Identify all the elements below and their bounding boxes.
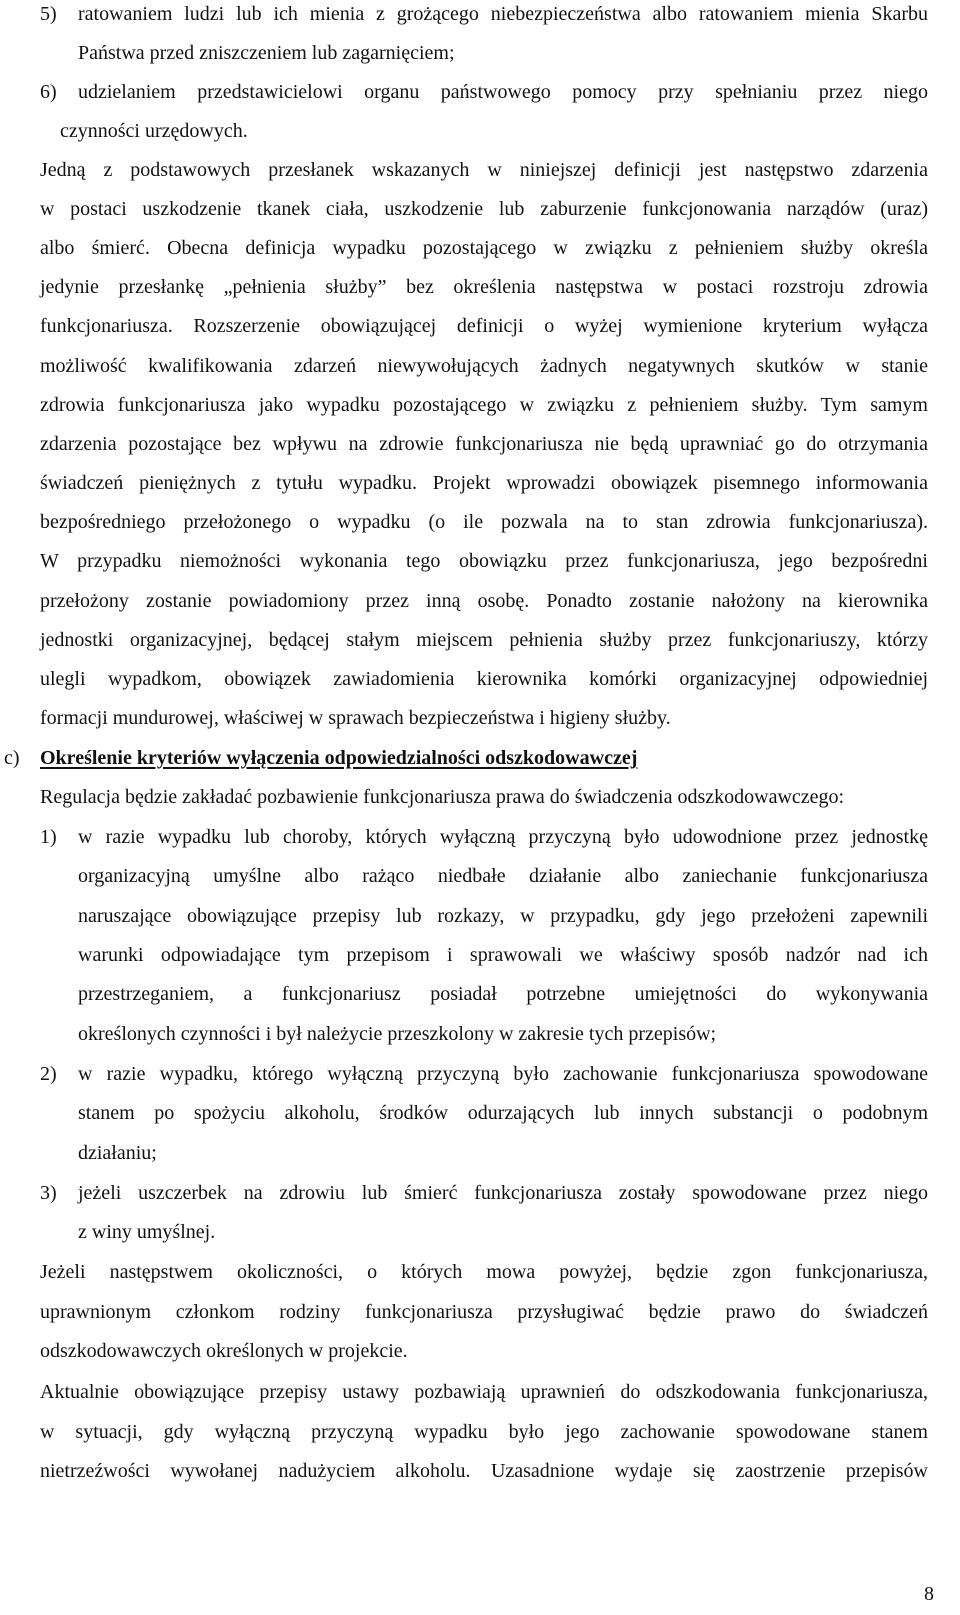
paragraph-line: możliwość kwalifikowania zdarzeń niewywołujących żadnych negatywnych skutków w stanie [40, 355, 928, 377]
list-item-number: 2) [40, 1063, 57, 1085]
section-intro: Regulacja będzie zakładać pozbawienie funkcjonariusza prawa do świadczenia odszkodowawczego: [40, 786, 845, 808]
paragraph-line: Jeżeli następstwem okoliczności, o których mowa powyżej, będzie zgon funkcjonariusza, [40, 1261, 928, 1283]
paragraph-line: jednostki organizacyjnej, będącej stałym miejscem pełnienia służby przez funkcjonariuszy, którzy [40, 629, 928, 651]
list-item-number: 5) [40, 3, 57, 25]
section-marker: c) [4, 747, 20, 769]
paragraph-line: zdrowia funkcjonariusza jako wypadku pozostającego w związku z pełnieniem służby. Tym samym [40, 394, 928, 416]
paragraph-line: formacji mundurowej, właściwej w sprawach bezpieczeństwa i higieny służby. [40, 707, 671, 729]
paragraph-line: albo śmierć. Obecna definicja wypadku pozostającego w związku z pełnieniem służby określa [40, 237, 928, 259]
paragraph-line: w sytuacji, gdy wyłączną przyczyną wypadku było jego zachowanie spowodowane stanem [40, 1421, 928, 1443]
list-item-line: stanem po spożyciu alkoholu, środków odurzających lub innych substancji o podobnym [78, 1102, 928, 1124]
paragraph-line: zdarzenia pozostające bez wpływu na zdrowie funkcjonariusza nie będą uprawniać go do otrzymania [40, 433, 928, 455]
list-item-line: działaniu; [78, 1142, 157, 1164]
list-item-line: warunki odpowiadające tym przepisom i sprawowali we właściwy sposób nadzór nad ich [78, 944, 928, 966]
paragraph-line: nietrzeźwości wywołanej nadużyciem alkoholu. Uzasadnione wydaje się zaostrzenie przepisów [40, 1460, 928, 1482]
list-item-line: w razie wypadku, którego wyłączną przyczyną było zachowanie funkcjonariusza spowodowane [78, 1063, 928, 1085]
paragraph-line: Aktualnie obowiązujące przepisy ustawy pozbawiają uprawnień do odszkodowania funkcjonariusza, [40, 1381, 928, 1403]
paragraph-line: funkcjonariusza. Rozszerzenie obowiązującej definicji o wyżej wymienione kryterium wyłącza [40, 315, 928, 337]
list-item-line: w razie wypadku lub choroby, których wyłączną przyczyną było udowodnione przez jednostkę [78, 826, 928, 848]
paragraph-line: jedynie przesłankę „pełnienia służby” bez określenia następstwa w postaci rozstroju zdrowia [40, 276, 928, 298]
list-item-line: ratowaniem ludzi lub ich mienia z grożącego niebezpieczeństwa albo ratowaniem mienia Skarbu [78, 3, 928, 25]
paragraph-line: Jedną z podstawowych przesłanek wskazanych w niniejszej definicji jest następstwo zdarzenia [40, 159, 928, 181]
list-item-number: 6) [40, 81, 57, 103]
paragraph-line: ulegli wypadkom, obowiązek zawiadomienia kierownika komórki organizacyjnej odpowiedniej [40, 668, 928, 690]
paragraph-line: świadczeń pieniężnych z tytułu wypadku. Projekt wprowadzi obowiązek pisemnego informowania [40, 472, 928, 494]
paragraph-line: bezpośredniego przełożonego o wypadku (o ile pozwala na to stan zdrowia funkcjonariusza). [40, 511, 928, 533]
list-item-line: przestrzeganiem, a funkcjonariusz posiadał potrzebne umiejętności do wykonywania [78, 983, 928, 1005]
list-item-number: 1) [40, 826, 57, 848]
paragraph-line: W przypadku niemożności wykonania tego obowiązku przez funkcjonariusza, jego bezpośredni [40, 550, 928, 572]
section-heading: Określenie kryteriów wyłączenia odpowiedzialności odszkodowawczej [40, 747, 638, 769]
list-item-line: czynności urzędowych. [60, 120, 248, 142]
paragraph-line: odszkodowawczych określonych w projekcie. [40, 1340, 408, 1362]
list-item-number: 3) [40, 1182, 57, 1204]
paragraph-line: przełożony zostanie powiadomiony przez inną osobę. Ponadto zostanie nałożony na kierownika [40, 590, 928, 612]
list-item-line: naruszające obowiązujące przepisy lub rozkazy, w przypadku, gdy jego przełożeni zapewnili [78, 905, 928, 927]
list-item-line: jeżeli uszczerbek na zdrowiu lub śmierć funkcjonariusza zostały spowodowane przez niego [78, 1182, 928, 1204]
paragraph-line: uprawnionym członkom rodziny funkcjonariusza przysługiwać będzie prawo do świadczeń [40, 1301, 928, 1323]
list-item-line: udzielaniem przedstawicielowi organu państwowego pomocy przy spełnianiu przez niego [78, 81, 928, 103]
list-item-line: Państwa przed zniszczeniem lub zagarnięciem; [78, 42, 455, 64]
list-item-line: organizacyjną umyślne albo rażąco niedbałe działanie albo zaniechanie funkcjonariusza [78, 865, 928, 887]
paragraph-line: w postaci uszkodzenie tkanek ciała, uszkodzenie lub zaburzenie funkcjonowania narządów (uraz) [40, 198, 928, 220]
list-item-line: określonych czynności i był należycie przeszkolony w zakresie tych przepisów; [78, 1023, 717, 1045]
list-item-line: z winy umyślnej. [78, 1221, 216, 1243]
page-number: 8 [924, 1583, 934, 1605]
